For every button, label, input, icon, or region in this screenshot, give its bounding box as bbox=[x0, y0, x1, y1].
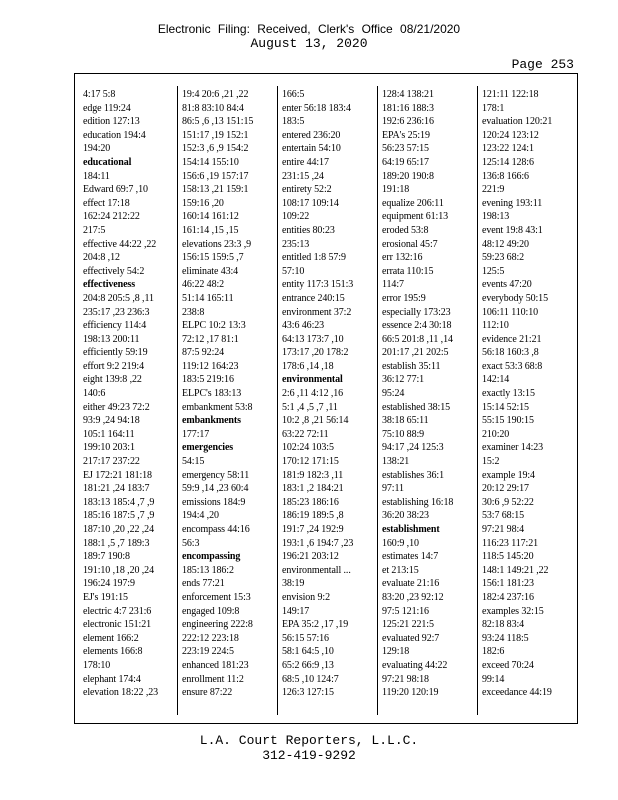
index-entry: 188:1 ,5 ,7 189:3 bbox=[83, 537, 150, 549]
index-entry: 112:10 bbox=[482, 320, 509, 332]
index-entry: 189:20 190:8 bbox=[382, 170, 434, 182]
index-entry: entrance 240:15 bbox=[282, 292, 345, 304]
index-entry: encompassing bbox=[182, 551, 241, 563]
index-entry: 196:21 203:12 bbox=[282, 551, 339, 563]
index-entry: establishing 16:18 bbox=[382, 496, 454, 508]
index-entry: entities 80:23 bbox=[282, 224, 335, 236]
index-entry: 93:9 ,24 94:18 bbox=[83, 415, 140, 427]
index-entry: edition 127:13 bbox=[83, 116, 140, 128]
index-entry: 125:5 bbox=[482, 265, 505, 277]
index-entry: 126:3 127:15 bbox=[282, 687, 334, 699]
index-entry: 210:20 bbox=[482, 428, 510, 440]
index-entry: 235:13 bbox=[282, 238, 310, 250]
index-entry: 55:15 190:15 bbox=[482, 415, 534, 427]
index-entry: 198:13 bbox=[482, 211, 510, 223]
index-entry: events 47:20 bbox=[482, 279, 532, 291]
index-entry: elements 166:8 bbox=[83, 646, 143, 658]
index-entry: element 166:2 bbox=[83, 632, 139, 644]
page-number: Page 253 bbox=[511, 57, 574, 72]
index-entry: everybody 50:15 bbox=[482, 292, 548, 304]
index-entry: examiner 14:23 bbox=[482, 442, 544, 454]
index-entry: 56:15 57:16 bbox=[282, 632, 329, 644]
index-entry: 192:6 236:16 bbox=[382, 116, 434, 128]
index-entry: EPA 35:2 ,17 ,19 bbox=[282, 619, 349, 631]
index-entry: eight 139:8 ,22 bbox=[83, 374, 142, 386]
index-entry: ensure 87:22 bbox=[182, 687, 233, 699]
index-entry: ELPC's 183:13 bbox=[182, 388, 242, 400]
index-entry: 109:22 bbox=[282, 211, 310, 223]
column-divider bbox=[477, 86, 478, 715]
index-entry: 120:24 123:12 bbox=[482, 129, 539, 141]
index-entry: 48:12 49:20 bbox=[482, 238, 529, 250]
index-entry: 148:1 149:21 ,22 bbox=[482, 564, 549, 576]
index-entry: entirety 52:2 bbox=[282, 184, 332, 196]
index-entry: 191:10 ,18 ,20 ,24 bbox=[83, 564, 154, 576]
index-entry: 93:24 118:5 bbox=[482, 632, 529, 644]
index-entry: 57:10 bbox=[282, 265, 305, 277]
index-entry: 38:18 65:11 bbox=[382, 415, 429, 427]
index-entry: 136:8 166:6 bbox=[482, 170, 529, 182]
index-column-1 bbox=[83, 88, 183, 713]
index-entry: 138:21 bbox=[382, 456, 410, 468]
index-entry: 114:7 bbox=[382, 279, 404, 291]
index-entry: 161:14 ,15 ,15 bbox=[182, 224, 239, 236]
index-entry: engaged 109:8 bbox=[182, 605, 240, 617]
index-entry: 38:19 bbox=[282, 578, 305, 590]
index-entry: 162:24 212:22 bbox=[83, 211, 140, 223]
index-entry: efficiently 59:19 bbox=[83, 347, 148, 359]
index-entry: examples 32:15 bbox=[482, 605, 544, 617]
index-entry: 15:2 bbox=[482, 456, 500, 468]
index-column-3 bbox=[282, 88, 382, 713]
index-entry: 43:6 46:23 bbox=[282, 320, 325, 332]
index-entry: 20:12 29:17 bbox=[482, 483, 529, 495]
index-entry: 158:13 ,21 159:1 bbox=[182, 184, 249, 196]
index-entry: effectiveness bbox=[83, 279, 136, 291]
index-entry: 156:6 ,19 157:17 bbox=[182, 170, 249, 182]
index-entry: 178:1 bbox=[482, 102, 505, 114]
index-entry: especially 173:23 bbox=[382, 306, 451, 318]
index-entry: encompass 44:16 bbox=[182, 524, 250, 535]
index-entry: 64:19 65:17 bbox=[382, 156, 429, 168]
index-entry: 106:11 110:10 bbox=[482, 306, 539, 318]
index-entry: 66:5 201:8 ,11 ,14 bbox=[382, 333, 453, 345]
index-entry: 36:12 77:1 bbox=[382, 374, 425, 386]
index-entry: 194:4 ,20 bbox=[182, 510, 219, 522]
index-entry: 105:1 164:11 bbox=[83, 428, 135, 440]
index-table bbox=[74, 73, 578, 724]
index-entry: 97:11 bbox=[382, 483, 404, 495]
index-entry: establish 35:11 bbox=[382, 360, 441, 372]
index-entry: establishment bbox=[382, 524, 440, 535]
index-entry: 30:6 ,9 52:22 bbox=[482, 496, 534, 508]
index-entry: electric 4:7 231:6 bbox=[83, 605, 152, 617]
index-entry: 108:17 109:14 bbox=[282, 197, 339, 209]
index-entry: 194:20 bbox=[83, 143, 111, 155]
index-entry: electronic 151:21 bbox=[83, 619, 151, 631]
index-entry: entitled 1:8 57:9 bbox=[282, 252, 346, 264]
index-entry: 125:21 221:5 bbox=[382, 619, 434, 631]
index-entry: 178:10 bbox=[83, 659, 111, 671]
index-entry: efficiency 114:4 bbox=[83, 320, 147, 332]
index-entry: effort 9:2 219:4 bbox=[83, 360, 144, 372]
index-entry: 177:17 bbox=[182, 428, 210, 440]
index-entry: 235:17 ,23 236:3 bbox=[83, 306, 150, 318]
index-entry: et 213:15 bbox=[382, 564, 419, 576]
index-entry: 193:1 ,6 194:7 ,23 bbox=[282, 537, 354, 549]
index-entry: 149:17 bbox=[282, 605, 310, 617]
index-entry: 160:14 161:12 bbox=[182, 211, 239, 223]
index-entry: 159:16 ,20 bbox=[182, 197, 224, 209]
index-entry: 19:4 20:6 ,21 ,22 bbox=[182, 89, 249, 100]
index-entry: 160:9 ,10 bbox=[382, 537, 419, 549]
index-entry: EPA's 25:19 bbox=[382, 129, 430, 141]
index-entry: 118:5 145:20 bbox=[482, 551, 534, 563]
index-entry: eliminate 43:4 bbox=[182, 265, 239, 277]
index-entry: 204:8 ,12 bbox=[83, 252, 120, 264]
index-entry: 125:14 128:6 bbox=[482, 156, 534, 168]
index-entry: education 194:4 bbox=[83, 129, 146, 141]
index-entry: 189:7 190:8 bbox=[83, 551, 130, 563]
index-entry: 46:22 48:2 bbox=[182, 279, 225, 291]
index-entry: evening 193:11 bbox=[482, 197, 543, 209]
index-entry: environmental bbox=[282, 374, 343, 386]
index-entry: either 49:23 72:2 bbox=[83, 401, 150, 413]
index-entry: exceedance 44:19 bbox=[482, 687, 552, 699]
index-entry: evaluation 120:21 bbox=[482, 116, 553, 128]
index-entry: entire 44:17 bbox=[282, 156, 329, 168]
index-entry: 166:5 bbox=[282, 89, 305, 100]
index-entry: environmentall ... bbox=[282, 564, 351, 576]
index-entry: enforcement 15:3 bbox=[182, 591, 251, 603]
index-entry: 222:12 223:18 bbox=[182, 632, 239, 644]
index-entry: event 19:8 43:1 bbox=[482, 224, 543, 236]
index-entry: eroded 53:8 bbox=[382, 224, 429, 236]
index-entry: equalize 206:11 bbox=[382, 197, 444, 209]
index-entry: 86:5 ,6 ,13 151:15 bbox=[182, 116, 254, 128]
index-entry: 97:21 98:18 bbox=[382, 673, 429, 685]
index-entry: erosional 45:7 bbox=[382, 238, 438, 250]
index-entry: emergencies bbox=[182, 442, 234, 454]
index-entry: enrollment 11:2 bbox=[182, 673, 244, 685]
reporter-name: L.A. Court Reporters, L.L.C. bbox=[199, 733, 419, 748]
index-entry: 119:20 120:19 bbox=[382, 687, 439, 699]
index-entry: 191:18 bbox=[382, 184, 410, 196]
index-entry: 128:4 138:21 bbox=[382, 89, 434, 100]
index-entry: err 132:16 bbox=[382, 252, 423, 264]
index-entry: 187:10 ,20 ,22 ,24 bbox=[83, 524, 154, 535]
index-entry: 156:1 181:23 bbox=[482, 578, 534, 590]
index-entry: 94:17 ,24 125:3 bbox=[382, 442, 444, 454]
index-entry: 181:9 182:3 ,11 bbox=[282, 469, 344, 481]
index-entry: 231:15 ,24 bbox=[282, 170, 324, 182]
index-entry: 183:5 bbox=[282, 116, 305, 128]
index-entry: 53:7 68:15 bbox=[482, 510, 525, 522]
index-entry: educational bbox=[83, 156, 132, 168]
index-entry: 182:4 237:16 bbox=[482, 591, 534, 603]
index-entry: error 195:9 bbox=[382, 292, 426, 304]
index-entry: 156:15 159:5 ,7 bbox=[182, 252, 244, 264]
index-entry: 186:19 189:5 ,8 bbox=[282, 510, 344, 522]
index-entry: evaluated 92:7 bbox=[382, 632, 440, 644]
index-entry: 10:2 ,8 ,21 56:14 bbox=[282, 415, 349, 427]
index-entry: 65:2 66:9 ,13 bbox=[282, 659, 334, 671]
index-entry: environment 37:2 bbox=[282, 306, 352, 318]
index-entry: 201:17 ,21 202:5 bbox=[382, 347, 449, 359]
index-entry: EJ's 191:15 bbox=[83, 591, 128, 603]
index-entry: 185:16 187:5 ,7 ,9 bbox=[83, 510, 155, 522]
index-entry: 198:13 200:11 bbox=[83, 333, 140, 345]
filing-stamp: Electronic Filing: Received, Clerk's Office 08/21/2020 bbox=[157, 22, 461, 36]
index-entry: 151:17 ,19 152:1 bbox=[182, 129, 249, 141]
index-entry: 217:17 237:22 bbox=[83, 456, 140, 468]
index-column-4 bbox=[382, 88, 482, 713]
index-entry: 97:21 98:4 bbox=[482, 524, 525, 535]
column-divider bbox=[277, 86, 278, 715]
index-entry: 58:1 64:5 ,10 bbox=[282, 646, 334, 658]
index-entry: 181:16 188:3 bbox=[382, 102, 434, 114]
transcript-date: August 13, 2020 bbox=[250, 36, 368, 51]
index-entry: 185:13 186:2 bbox=[182, 564, 234, 576]
index-entry: 56:18 160:3 ,8 bbox=[482, 347, 539, 359]
index-entry: 191:7 ,24 192:9 bbox=[282, 524, 344, 535]
index-entry: evaluate 21:16 bbox=[382, 578, 440, 590]
index-entry: enter 56:18 183:4 bbox=[282, 102, 351, 114]
index-column-2 bbox=[182, 88, 282, 713]
index-entry: equipment 61:13 bbox=[382, 211, 448, 223]
index-entry: 63:22 72:11 bbox=[282, 428, 329, 440]
index-entry: 56:3 bbox=[182, 537, 200, 549]
index-entry: ELPC 10:2 13:3 bbox=[182, 320, 246, 332]
index-entry: 121:11 122:18 bbox=[482, 89, 539, 100]
index-entry: 72:12 ,17 81:1 bbox=[182, 333, 239, 345]
index-entry: 199:10 203:1 bbox=[83, 442, 135, 454]
index-column-5 bbox=[482, 88, 582, 713]
index-entry: 59:9 ,14 ,23 60:4 bbox=[182, 483, 249, 495]
index-entry: 81:8 83:10 84:4 bbox=[182, 102, 244, 114]
reporter-phone: 312-419-9292 bbox=[262, 748, 356, 763]
index-entry: ends 77:21 bbox=[182, 578, 225, 590]
index-entry: evaluating 44:22 bbox=[382, 659, 448, 671]
index-entry: 183:13 185:4 ,7 ,9 bbox=[83, 496, 155, 508]
index-entry: elevations 23:3 ,9 bbox=[182, 238, 252, 250]
index-entry: estimates 14:7 bbox=[382, 551, 439, 563]
index-entry: effective 44:22 ,22 bbox=[83, 238, 157, 250]
index-entry: 152:3 ,6 ,9 154:2 bbox=[182, 143, 249, 155]
index-entry: 223:19 224:5 bbox=[182, 646, 234, 658]
index-entry: effectively 54:2 bbox=[83, 265, 145, 277]
index-entry: 217:5 bbox=[83, 224, 106, 236]
index-entry: 123:22 124:1 bbox=[482, 143, 534, 155]
index-entry: embankment 53:8 bbox=[182, 401, 253, 413]
index-entry: 221:9 bbox=[482, 184, 505, 196]
index-entry: 102:24 103:5 bbox=[282, 442, 334, 454]
index-entry: 142:14 bbox=[482, 374, 510, 386]
index-entry: engineering 222:8 bbox=[182, 619, 253, 631]
index-entry: entered 236:20 bbox=[282, 129, 341, 141]
index-entry: 4:17 5:8 bbox=[83, 89, 116, 100]
index-entry: evidence 21:21 bbox=[482, 333, 542, 345]
index-entry: 99:14 bbox=[482, 673, 505, 685]
index-entry: 173:17 ,20 178:2 bbox=[282, 347, 349, 359]
index-entry: essence 2:4 30:18 bbox=[382, 320, 452, 332]
index-entry: 51:14 165:11 bbox=[182, 292, 234, 304]
index-entry: 154:14 155:10 bbox=[182, 156, 239, 168]
index-entry: 87:5 92:24 bbox=[182, 347, 225, 359]
column-divider bbox=[377, 86, 378, 715]
index-entry: elevation 18:22 ,23 bbox=[83, 687, 159, 699]
index-entry: entity 117:3 151:3 bbox=[282, 279, 354, 291]
index-entry: 83:20 ,23 92:12 bbox=[382, 591, 444, 603]
index-entry: edge 119:24 bbox=[83, 102, 131, 114]
index-entry: 2:6 ,11 4:12 ,16 bbox=[282, 388, 344, 400]
index-entry: 64:13 173:7 ,10 bbox=[282, 333, 344, 345]
index-entry: emergency 58:11 bbox=[182, 469, 250, 481]
index-entry: 15:14 52:15 bbox=[482, 401, 529, 413]
index-entry: 82:18 83:4 bbox=[482, 619, 525, 631]
index-entry: established 38:15 bbox=[382, 401, 451, 413]
index-entry: 182:6 bbox=[482, 646, 505, 658]
index-entry: 116:23 117:21 bbox=[482, 537, 539, 549]
index-entry: elephant 174:4 bbox=[83, 673, 141, 685]
index-entry: effect 17:18 bbox=[83, 197, 130, 209]
index-entry: 196:24 197:9 bbox=[83, 578, 135, 590]
index-entry: 184:11 bbox=[83, 170, 110, 182]
index-entry: 238:8 bbox=[182, 306, 205, 318]
index-entry: entertain 54:10 bbox=[282, 143, 341, 155]
index-entry: 183:5 219:16 bbox=[182, 374, 234, 386]
index-entry: emissions 184:9 bbox=[182, 496, 246, 508]
index-entry: Edward 69:7 ,10 bbox=[83, 184, 148, 196]
index-entry: enhanced 181:23 bbox=[182, 659, 249, 671]
index-entry: exact 53:3 68:8 bbox=[482, 360, 543, 372]
index-entry: embankments bbox=[182, 415, 241, 427]
index-entry: 56:23 57:15 bbox=[382, 143, 429, 155]
index-entry: 36:20 38:23 bbox=[382, 510, 429, 522]
index-entry: 59:23 68:2 bbox=[482, 252, 525, 264]
index-entry: EJ 172:21 181:18 bbox=[83, 469, 152, 481]
index-entry: 178:6 ,14 ,18 bbox=[282, 360, 334, 372]
index-entry: 170:12 171:15 bbox=[282, 456, 339, 468]
index-entry: 97:5 121:16 bbox=[382, 605, 429, 617]
index-entry: 5:1 ,4 ,5 ,7 ,11 bbox=[282, 401, 338, 413]
index-entry: 181:21 ,24 183:7 bbox=[83, 483, 150, 495]
index-entry: 119:12 164:23 bbox=[182, 360, 239, 372]
index-entry: 140:6 bbox=[83, 388, 106, 400]
index-entry: 183:1 ,2 184:21 bbox=[282, 483, 344, 495]
index-entry: 185:23 186:16 bbox=[282, 496, 339, 508]
index-entry: establishes 36:1 bbox=[382, 469, 445, 481]
index-entry: 54:15 bbox=[182, 456, 205, 468]
index-entry: 68:5 ,10 124:7 bbox=[282, 673, 339, 685]
index-entry: example 19:4 bbox=[482, 469, 535, 481]
index-entry: exceed 70:24 bbox=[482, 659, 534, 671]
index-entry: 95:24 bbox=[382, 388, 405, 400]
index-entry: errata 110:15 bbox=[382, 265, 434, 277]
index-entry: 75:10 88:9 bbox=[382, 428, 425, 440]
index-entry: exactly 13:15 bbox=[482, 388, 535, 400]
index-entry: 204:8 205:5 ,8 ,11 bbox=[83, 292, 154, 304]
column-divider bbox=[177, 86, 178, 715]
index-entry: envision 9:2 bbox=[282, 591, 330, 603]
index-entry: 129:18 bbox=[382, 646, 410, 658]
